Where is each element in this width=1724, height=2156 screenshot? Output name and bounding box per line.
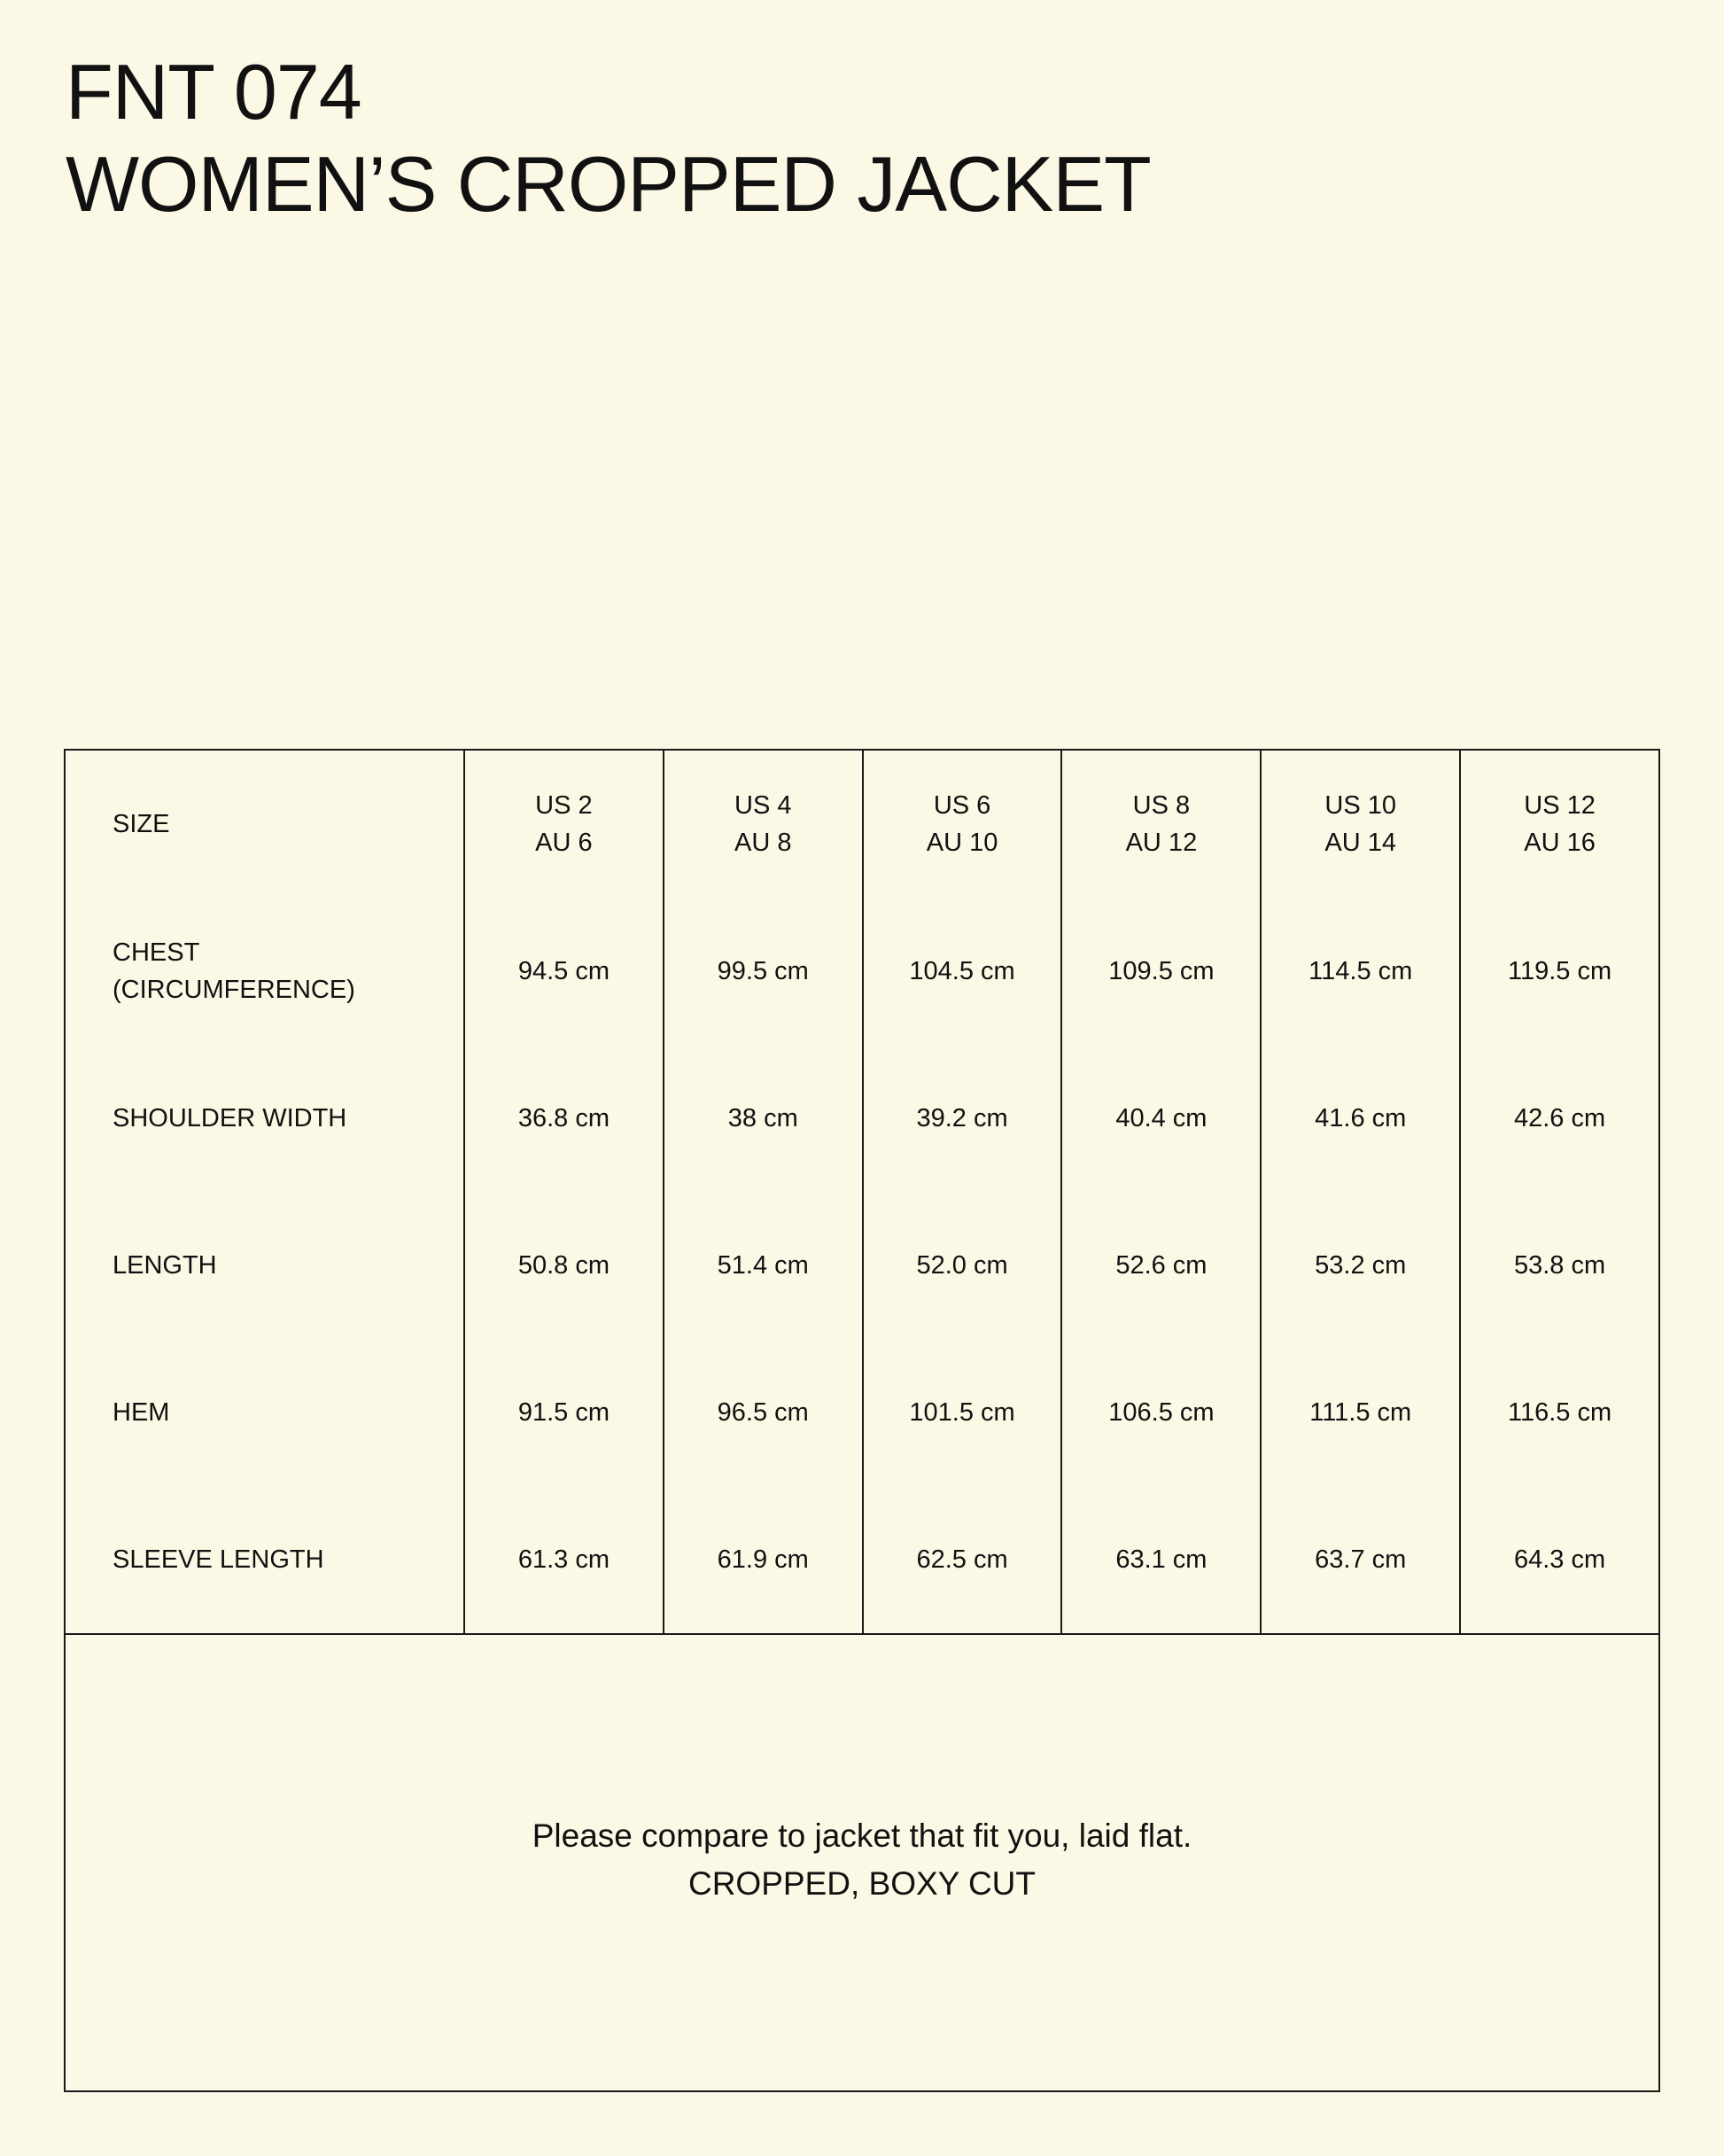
row-label-line: (CIRCUMFERENCE) <box>113 976 355 1004</box>
table-cell: 38 cm <box>664 1045 863 1192</box>
table-cell: 109.5 cm <box>1061 898 1261 1045</box>
table-cell: 63.1 cm <box>1061 1486 1261 1634</box>
page-title <box>66 46 1151 230</box>
table-header-row <box>65 750 1659 898</box>
table-cell: 61.3 cm <box>464 1486 664 1634</box>
table-cell: 104.5 cm <box>863 898 1062 1045</box>
size-cell-us6 <box>863 750 1062 898</box>
size-us: US 8 <box>1132 791 1191 820</box>
table-row-shoulder-width <box>65 1045 1659 1192</box>
size-us: US 6 <box>933 791 991 820</box>
table-cell: 42.6 cm <box>1460 1045 1659 1192</box>
size-au: AU 12 <box>1125 829 1198 857</box>
table-cell: 106.5 cm <box>1061 1339 1261 1486</box>
table-cell: 91.5 cm <box>464 1339 664 1486</box>
table-cell: 114.5 cm <box>1261 898 1460 1045</box>
row-label-hem: HEM <box>65 1339 464 1486</box>
size-label: SIZE <box>113 810 170 838</box>
table-cell: 111.5 cm <box>1261 1339 1460 1486</box>
size-us: US 2 <box>535 791 593 820</box>
size-cell-us12 <box>1460 750 1659 898</box>
size-label-cell <box>65 750 464 898</box>
size-cell-us10 <box>1261 750 1460 898</box>
fit-note-instruction: Please compare to jacket that fit you, laid flat. <box>532 1817 1192 1854</box>
size-au: AU 8 <box>734 829 792 857</box>
table-cell: 99.5 cm <box>664 898 863 1045</box>
size-us: US 12 <box>1524 791 1596 820</box>
table-cell: 41.6 cm <box>1261 1045 1460 1192</box>
table-cell: 94.5 cm <box>464 898 664 1045</box>
table-cell: 52.6 cm <box>1061 1192 1261 1339</box>
size-cell-us4 <box>664 750 863 898</box>
table-row-length <box>65 1192 1659 1339</box>
table-row-sleeve-length <box>65 1486 1659 1634</box>
table-cell: 61.9 cm <box>664 1486 863 1634</box>
table-cell: 119.5 cm <box>1460 898 1659 1045</box>
table-cell: 36.8 cm <box>464 1045 664 1192</box>
size-cell-us8 <box>1061 750 1261 898</box>
row-label-sleeve-length: SLEEVE LENGTH <box>65 1486 464 1634</box>
row-label-shoulder-width: SHOULDER WIDTH <box>65 1045 464 1192</box>
size-us: US 4 <box>734 791 792 820</box>
size-au: AU 10 <box>926 829 998 857</box>
table-cell: 51.4 cm <box>664 1192 863 1339</box>
table-cell: 40.4 cm <box>1061 1045 1261 1192</box>
product-name: WOMEN’S CROPPED JACKET <box>66 140 1151 228</box>
row-label-chest <box>65 898 464 1045</box>
size-au: AU 16 <box>1524 829 1596 857</box>
table-cell: 63.7 cm <box>1261 1486 1460 1634</box>
table-cell: 116.5 cm <box>1460 1339 1659 1486</box>
fit-note-box <box>64 1630 1660 2092</box>
size-cell-us2 <box>464 750 664 898</box>
product-code: FNT 074 <box>66 48 361 136</box>
table-cell: 64.3 cm <box>1460 1486 1659 1634</box>
table-cell: 53.2 cm <box>1261 1192 1460 1339</box>
fit-note-cut: CROPPED, BOXY CUT <box>687 1865 1036 1902</box>
table-cell: 101.5 cm <box>863 1339 1062 1486</box>
table-cell: 52.0 cm <box>863 1192 1062 1339</box>
table-cell: 53.8 cm <box>1460 1192 1659 1339</box>
table-row-chest <box>65 898 1659 1045</box>
size-chart-table <box>64 749 1660 1635</box>
table-cell: 96.5 cm <box>664 1339 863 1486</box>
table-row-hem <box>65 1339 1659 1486</box>
table-cell: 50.8 cm <box>464 1192 664 1339</box>
table-cell: 62.5 cm <box>863 1486 1062 1634</box>
row-label-length: LENGTH <box>65 1192 464 1339</box>
size-au: AU 14 <box>1324 829 1397 857</box>
size-us: US 10 <box>1324 791 1397 820</box>
table-cell: 39.2 cm <box>863 1045 1062 1192</box>
size-au: AU 6 <box>535 829 593 857</box>
row-label-line: CHEST <box>113 938 200 967</box>
